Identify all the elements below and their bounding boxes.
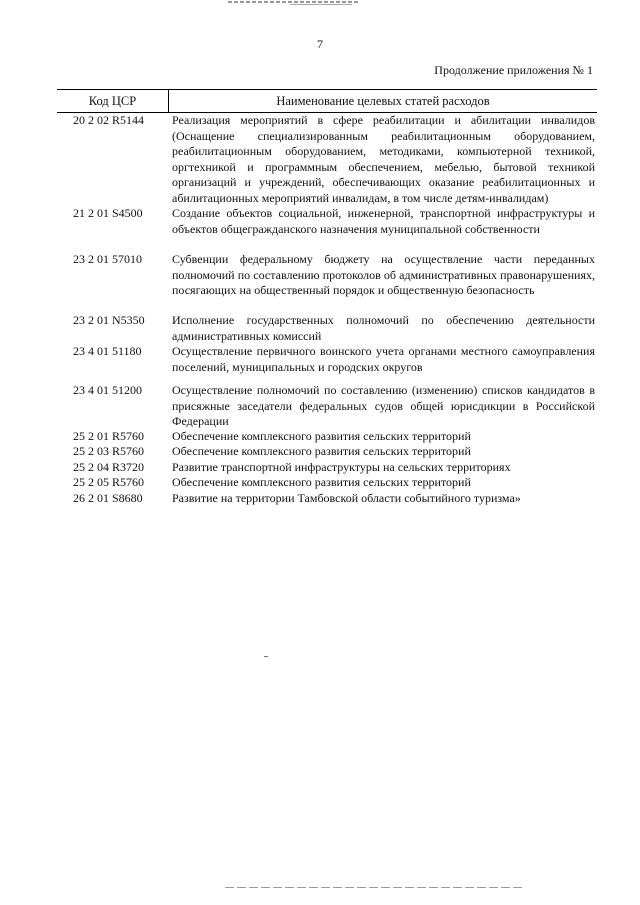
row-code: 25 2 05 R5760 bbox=[73, 475, 145, 489]
table-row bbox=[57, 313, 597, 344]
row-name: Осуществление первичного воинского учета органами местного самоуправления поселений, муниципальных и городских округов bbox=[172, 344, 595, 374]
table-row bbox=[57, 383, 597, 430]
row-code: 20 2 02 R5144 bbox=[73, 113, 145, 127]
row-name: Реализация мероприятий в сфере реабилитации и абилитации инвалидов (Оснащение специализированным реабилитационным оборудованием, реабилитационным оборудованием, методиками, компьютерной техникой, оргтехникой и программным обеспечением, мебелью, бытовой техникой организаций и учреждений, обеспечивающих оказание реабилитационных и абилитационных мероприятий инвалидам, в том числе детям-инвалидам) bbox=[172, 113, 595, 205]
table-row bbox=[57, 252, 597, 299]
row-name: Создание объектов социальной, инженерной, транспортной инфраструктуры и объектов общегражданского назначения муниципальной собственности bbox=[172, 206, 595, 236]
scan-artifact-top bbox=[228, 1, 360, 3]
header-name: Наименование целевых статей расходов bbox=[276, 93, 490, 108]
row-code: 21 2 01 S4500 bbox=[73, 206, 143, 220]
row-name: Обеспечение комплексного развития сельских территорий bbox=[172, 444, 471, 458]
row-name: Осуществление полномочий по составлению (изменению) списков кандидатов в присяжные заседатели федеральных судов общей юрисдикции в Российской Федерации bbox=[172, 383, 595, 428]
row-code: 25 2 04 R3720 bbox=[73, 460, 145, 474]
row-code: 26 2 01 S8680 bbox=[73, 491, 143, 505]
row-name: Развитие на территории Тамбовской области событийного туризма» bbox=[172, 491, 521, 505]
table-row bbox=[57, 344, 597, 375]
scan-speck bbox=[264, 656, 268, 657]
row-name: Развитие транспортной инфраструктуры на сельских территориях bbox=[172, 460, 511, 474]
table-row bbox=[57, 475, 597, 491]
row-code: 23 2 01 57010 bbox=[73, 252, 142, 266]
row-name: Субвенции федеральному бюджету на осуществление части переданных полномочий по составлению протоколов об административных правонарушениях, посягающих на общественный порядок и общественную безопасность bbox=[172, 252, 595, 297]
row-name: Исполнение государственных полномочий по обеспечению деятельности административных комиссий bbox=[172, 313, 595, 343]
appendix-continuation-note: Продолжение приложения № 1 bbox=[434, 63, 593, 77]
row-code: 25 2 03 R5760 bbox=[73, 444, 145, 458]
header-code: Код ЦСР bbox=[57, 90, 169, 112]
scan-artifact-top-2 bbox=[290, 4, 352, 5]
row-name: Обеспечение комплексного развития сельских территорий bbox=[172, 429, 471, 443]
row-code: 25 2 01 R5760 bbox=[73, 429, 145, 443]
table-row bbox=[57, 206, 597, 237]
table-row bbox=[57, 429, 597, 445]
scan-artifact-bottom bbox=[225, 887, 525, 888]
expense-items-table bbox=[57, 89, 597, 505]
row-name: Обеспечение комплексного развития сельских территорий bbox=[172, 475, 471, 489]
table-row bbox=[57, 113, 597, 206]
page-number: 7 bbox=[317, 37, 323, 51]
table-header bbox=[57, 89, 597, 113]
row-code: 23 4 01 51180 bbox=[73, 344, 142, 358]
table-row bbox=[57, 491, 597, 507]
row-code: 23 2 01 N5350 bbox=[73, 313, 145, 327]
row-code: 23 4 01 51200 bbox=[73, 383, 142, 397]
table-row bbox=[57, 444, 597, 460]
table-row bbox=[57, 460, 597, 476]
